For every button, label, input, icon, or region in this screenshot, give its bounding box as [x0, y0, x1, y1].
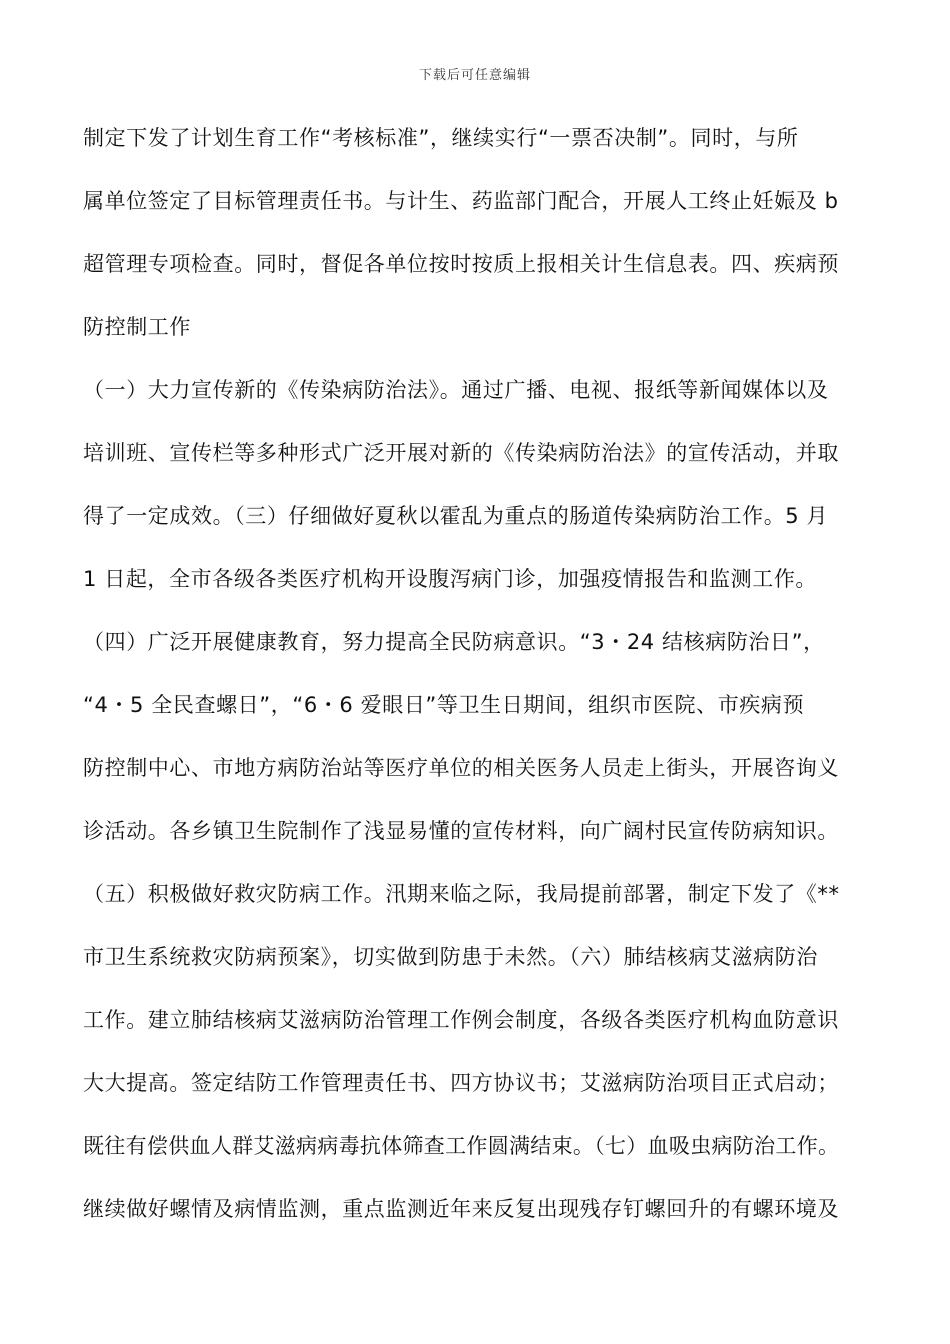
text-line: （四）广泛开展健康教育，努力提高全民防病意识。“3・24 结核病防治日”， [83, 630, 825, 654]
text-line: 超管理专项检查。同时，督促各单位按时按质上报相关计生信息表。四、疾病预 [83, 252, 839, 276]
text-line: （一）大力宣传新的《传染病防治法》。通过广播、电视、报纸等新闻媒体以及 [83, 378, 829, 402]
text-line: 得了一定成效。（三）仔细做好夏秋以霍乱为重点的肠道传染病防治工作。5 月 [83, 504, 829, 528]
text-line: 大大提高。签定结防工作管理责任书、四方协议书；艾滋病防治项目正式启动； [83, 1071, 839, 1095]
text-line: 工作。建立肺结核病艾滋病防治管理工作例会制度，各级各类医疗机构血防意识 [83, 1008, 839, 1032]
text-line: 诊活动。各乡镇卫生院制作了浅显易懂的宣传材料，向广阔村民宣传防病知识。 [83, 819, 839, 843]
text-line: 制定下发了计划生育工作“考核标准”，继续实行“一票否决制”。同时，与所 [83, 126, 799, 150]
text-line: 既往有偿供血人群艾滋病病毒抗体筛查工作圆满结束。（七）血吸虫病防治工作。 [83, 1134, 840, 1158]
text-line: （五）积极做好救灾防病工作。汛期来临之际，我局提前部署，制定下发了《** [83, 882, 840, 906]
section-heading: 防控制工作 [83, 315, 191, 339]
page-header-note: 下载后可任意编辑 [418, 68, 531, 83]
text-line: 防控制中心、市地方病防治站等医疗单位的相关医务人员走上街头，开展咨询义 [83, 756, 839, 780]
text-line: 继续做好螺情及病情监测，重点监测近年来反复出现残存钉螺回升的有螺环境及 [83, 1197, 839, 1221]
text-line: 市卫生系统救灾防病预案》，切实做到防患于未然。（六）肺结核病艾滋病防治 [83, 945, 818, 969]
text-line: 属单位签定了目标管理责任书。与计生、药监部门配合，开展人工终止妊娠及 b [83, 189, 839, 213]
document-body [83, 118, 883, 1252]
text-line: 培训班、宣传栏等多种形式广泛开展对新的《传染病防治法》的宣传活动，并取 [83, 441, 839, 465]
text-line: “4・5 全民查螺日”，“6・6 爱眼日”等卫生日期间，组织市医院、市疾病预 [83, 693, 805, 717]
text-line: 1 日起，全市各级各类医疗机构开设腹泻病门诊，加强疫情报告和监测工作。 [83, 567, 818, 591]
